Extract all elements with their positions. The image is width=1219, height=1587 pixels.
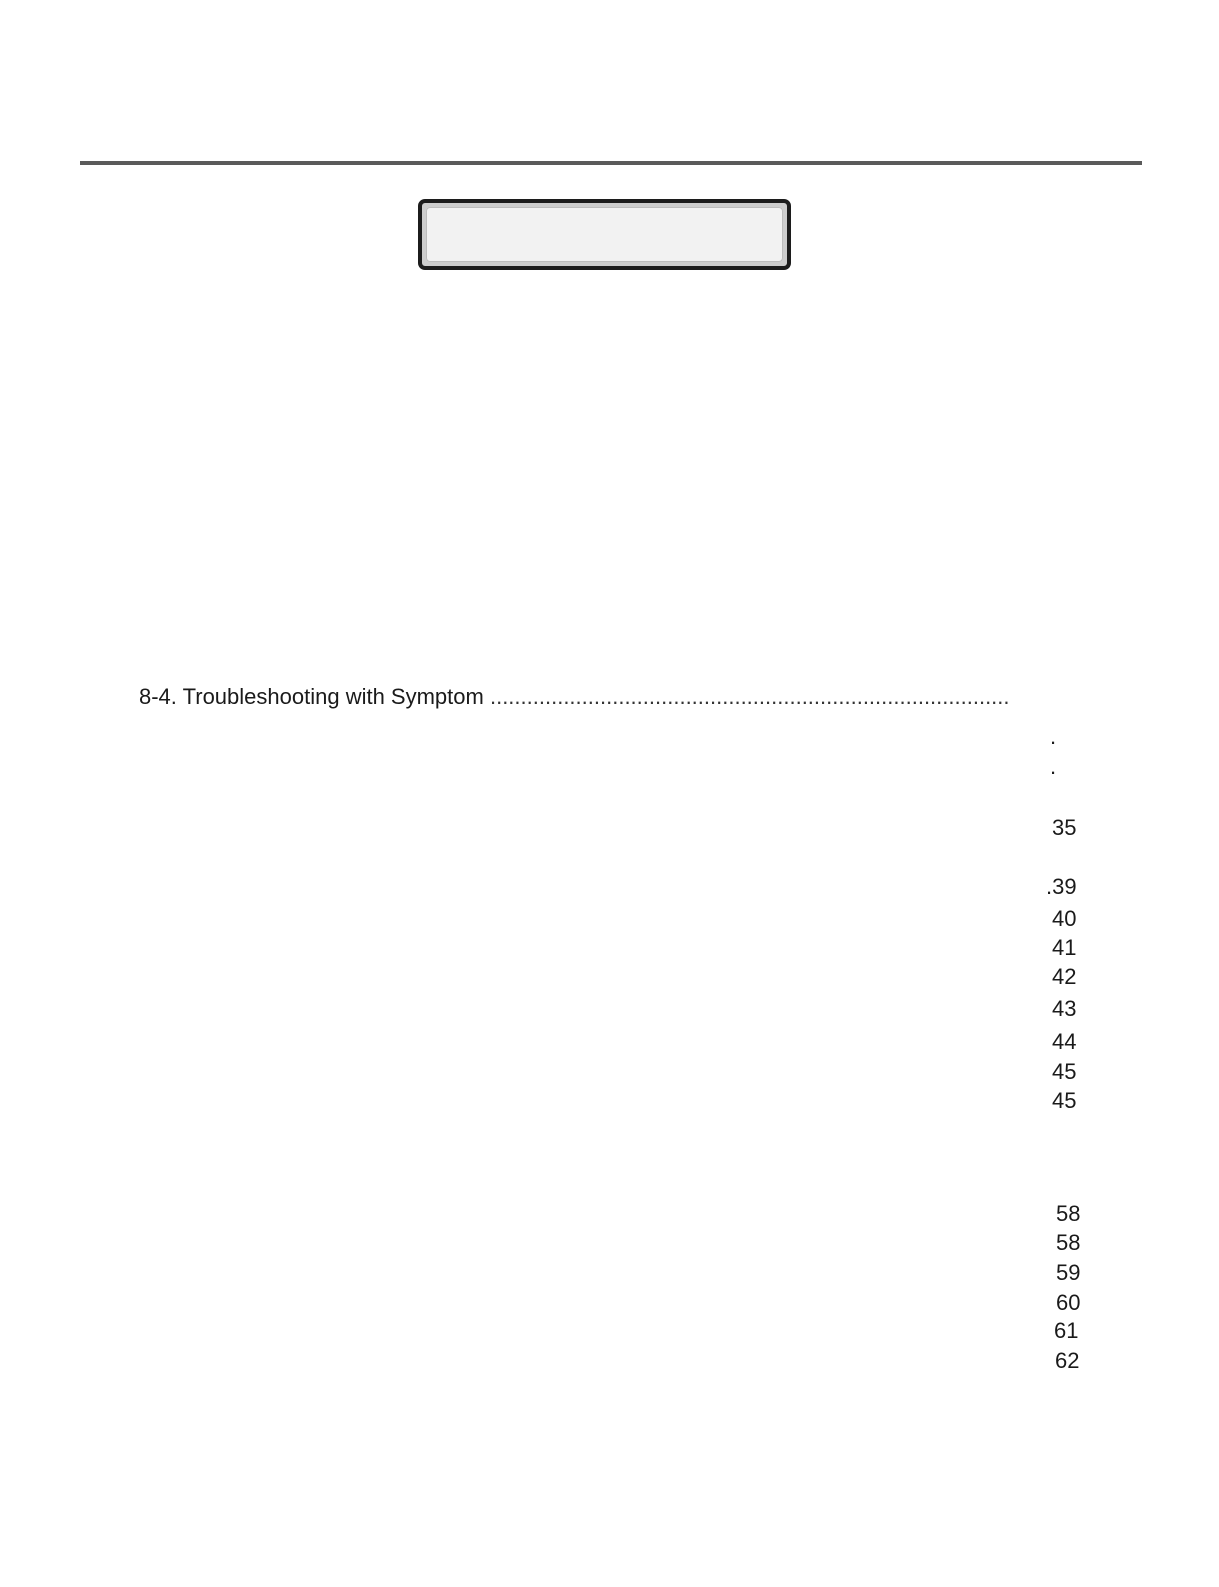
page-number: 62: [1055, 1348, 1080, 1373]
title-box: [418, 199, 791, 270]
page-number: 41: [1052, 935, 1077, 960]
toc-leader-dots: .....................................................................................: [489, 684, 1010, 709]
page-number: .39: [1046, 874, 1077, 899]
page-number: 59: [1056, 1260, 1081, 1285]
page-number: 45: [1052, 1059, 1077, 1084]
page-number: 42: [1052, 964, 1077, 989]
page-number: 58: [1056, 1201, 1081, 1226]
page-number: 35: [1052, 815, 1077, 840]
title-box-inner: [426, 207, 783, 262]
page-number: 45: [1052, 1088, 1077, 1113]
page-number: .: [1050, 724, 1057, 749]
page-number: 61: [1054, 1318, 1079, 1343]
page-number: .: [1050, 754, 1057, 779]
page-number: 58: [1056, 1230, 1081, 1255]
page-number: 40: [1052, 906, 1077, 931]
toc-entry-8-4[interactable]: [139, 684, 1079, 710]
page-number: 44: [1052, 1029, 1077, 1054]
toc-entry-label: 8-4. Troubleshooting with Symptom: [139, 684, 484, 709]
page-number: 43: [1052, 996, 1077, 1021]
page-number: 60: [1056, 1290, 1081, 1315]
top-rule: [80, 161, 1142, 165]
